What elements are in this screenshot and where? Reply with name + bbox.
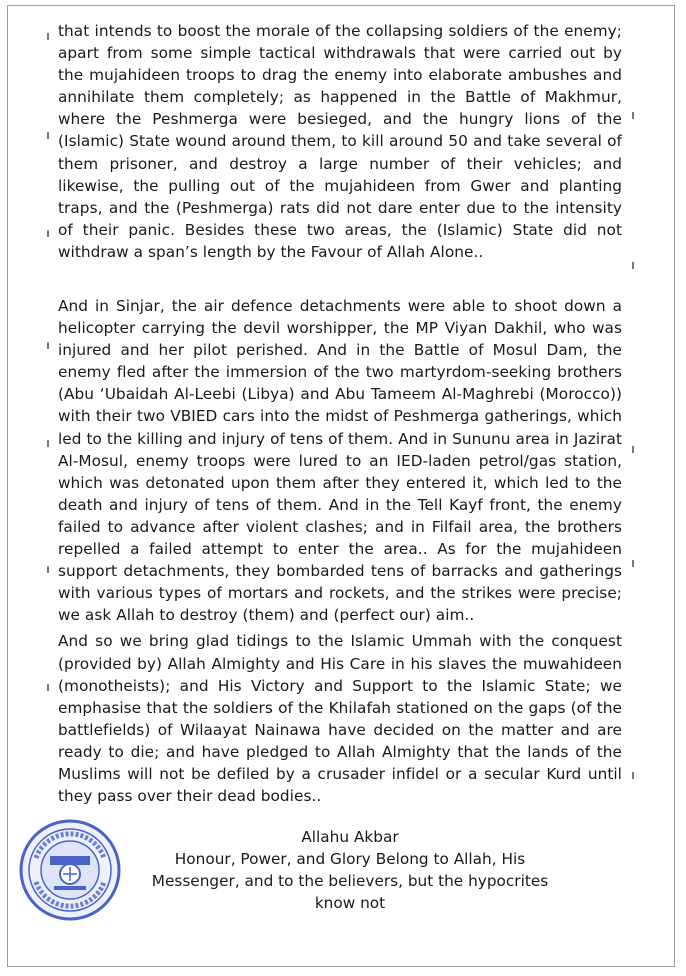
scan-mark [47,132,49,139]
scan-mark [47,566,49,573]
closing-takbir: Allahu Akbar [301,828,399,846]
scan-mark [632,560,634,567]
scan-mark [632,262,634,269]
paragraph-2: And in Sinjar, the air defence detachments were able to shoot down a helicopter carrying the devil worshipper, the MP Viyan Dakhil, who was injured and her pilot perished. And in the Battle of Mosul Dam, the enemy fled after the immersion of the two martyrdom-seeking brothers (Abu ‘Ubaidah Al-Leebi (Libya) and Abu Tameem Al-Maghrebi (Morocco)) with their two VBIED cars into the midst of Peshmerga gatherings, which led to the killing and injury of tens of them. And in Sununu area in Jazirat Al-Mosul, enemy troops were lured to an IED-laden petrol/gas station, which was detonated upon them after they entered it, which led to the death and injury of tens of them. And in the Tell Kayf front, the enemy failed to advance after violent clashes; and in Filfail area, the brothers repelled a failed attempt to enter the area.. As for the mujahideen support detachments, they bombarded tens of barracks and gatherings with various types of mortars and rockets, and the strikes were precise; we ask Allah to destroy (them) and (perfect our) aim.. [58,297,622,625]
paragraph-3: And so we bring glad tidings to the Islamic Ummah with the conquest (provided by) Allah Almighty and His Care in his slaves the muwahideen (monotheists); and His Victory and Support to the Islamic State; we emphasise that the soldiers of the Khilafah stationed on the gaps (of the battlefields) of Wilaayat Nainawa have decided on the matter and are ready to die; and have pledged to Allah Almighty that the lands of the Muslims will not be defiled by a crusader infidel or a secular Kurd until they pass over their dead bodies.. [58,632,622,806]
scan-mark [632,772,634,779]
official-seal-icon [18,818,122,922]
scan-mark [632,112,634,119]
scan-mark [47,440,49,447]
paragraph-1: that intends to boost the morale of the collapsing soldiers of the enemy; apart from some simple tactical withdrawals that were carried out by the mujahideen troops to drag the enemy into elaborate ambushes and annihilate them completely; as happened in the Battle of Makhmur, where the Peshmerga were besieged, and the hungry lions of the (Islamic) State wound around them, to kill around 50 and take several of them prisoner, and destroy a large number of their vehicles; and likewise, the pulling out of the mujahideen from Gwer and planting traps, and the (Peshmerga) rats did not dare enter due to the intensity of their panic. Besides these two areas, the (Islamic) State did not withdraw a span’s length by the Favour of Allah Alone.. [58,22,622,261]
scan-mark [47,342,49,349]
closing-line: know not [314,894,386,912]
scan-mark [47,230,49,237]
scan-mark [632,446,634,453]
closing-line: Messenger, and to the believers, but the hypocrites [151,872,549,890]
closing-block [120,826,580,914]
scan-mark [47,33,49,40]
closing-line: Honour, Power, and Glory Belong to Allah, His [174,850,526,868]
document-body [58,20,622,807]
scan-mark [47,684,49,691]
